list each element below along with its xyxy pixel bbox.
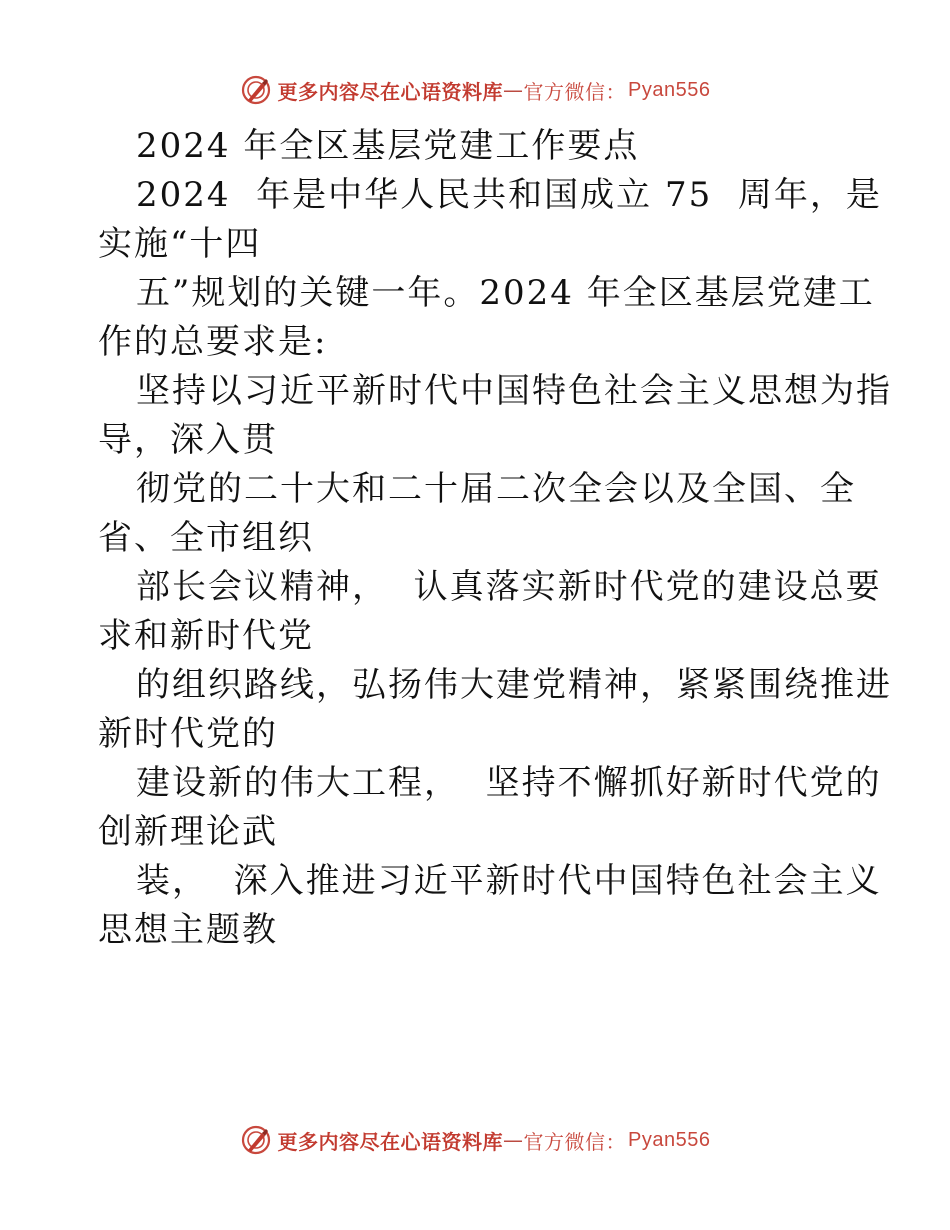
paragraph-line: 思想主题教 [98,910,278,950]
paragraph-line: 建设新的伟大工程， 坚持不懈抓好新时代党的 [136,763,882,803]
banner-dash: — [503,78,524,102]
paragraph-line: 五”规划的关键一年。2024 年全区基层党建工 [136,273,875,313]
paragraph-line: 实施“十四 [98,224,262,264]
paragraph-line: 2024 年是中华人民共和国成立 75 周年，是 [136,175,882,215]
paragraph-line: 坚持以习近平新时代中国特色社会主义思想为指 [136,371,892,411]
document-title: 2024 年全区基层党建工作要点 [136,126,640,166]
banner-main-text: 更多内容尽在心语资料库 [277,79,504,104]
paragraph-line: 部长会议精神， 认真落实新时代党的建设总要 [136,567,882,607]
header-banner [0,70,950,110]
banner-main-text: 更多内容尽在心语资料库 [277,1129,504,1154]
document-body [98,122,892,955]
paragraph-line: 创新理论武 [98,812,278,852]
paragraph-line: 的组织路线，弘扬伟大建党精神，紧紧围绕推进 [136,665,892,705]
footer-banner [0,1120,950,1160]
banner-wechat-label: 官方微信： [523,1129,627,1154]
banner-wechat-label: 官方微信： [523,79,627,104]
paragraph-line: 作的总要求是: [98,322,328,362]
paragraph-line: 彻党的二十大和二十届二次全会以及全国、全 [136,469,856,509]
paragraph-line: 新时代党的 [98,714,278,754]
banner-dash: — [503,1128,524,1152]
paragraph-line: 导，深入贯 [98,420,278,460]
paragraph-line: 省、全市组织 [98,518,314,558]
brand-logo-icon [240,1124,272,1156]
banner-wechat-id: Pyan556 [628,1128,711,1151]
paragraph-line: 求和新时代党 [98,616,314,656]
brand-logo-icon [240,74,272,106]
paragraph-line: 装， 深入推进习近平新时代中国特色社会主义 [136,861,882,901]
banner-wechat-id: Pyan556 [628,78,711,101]
